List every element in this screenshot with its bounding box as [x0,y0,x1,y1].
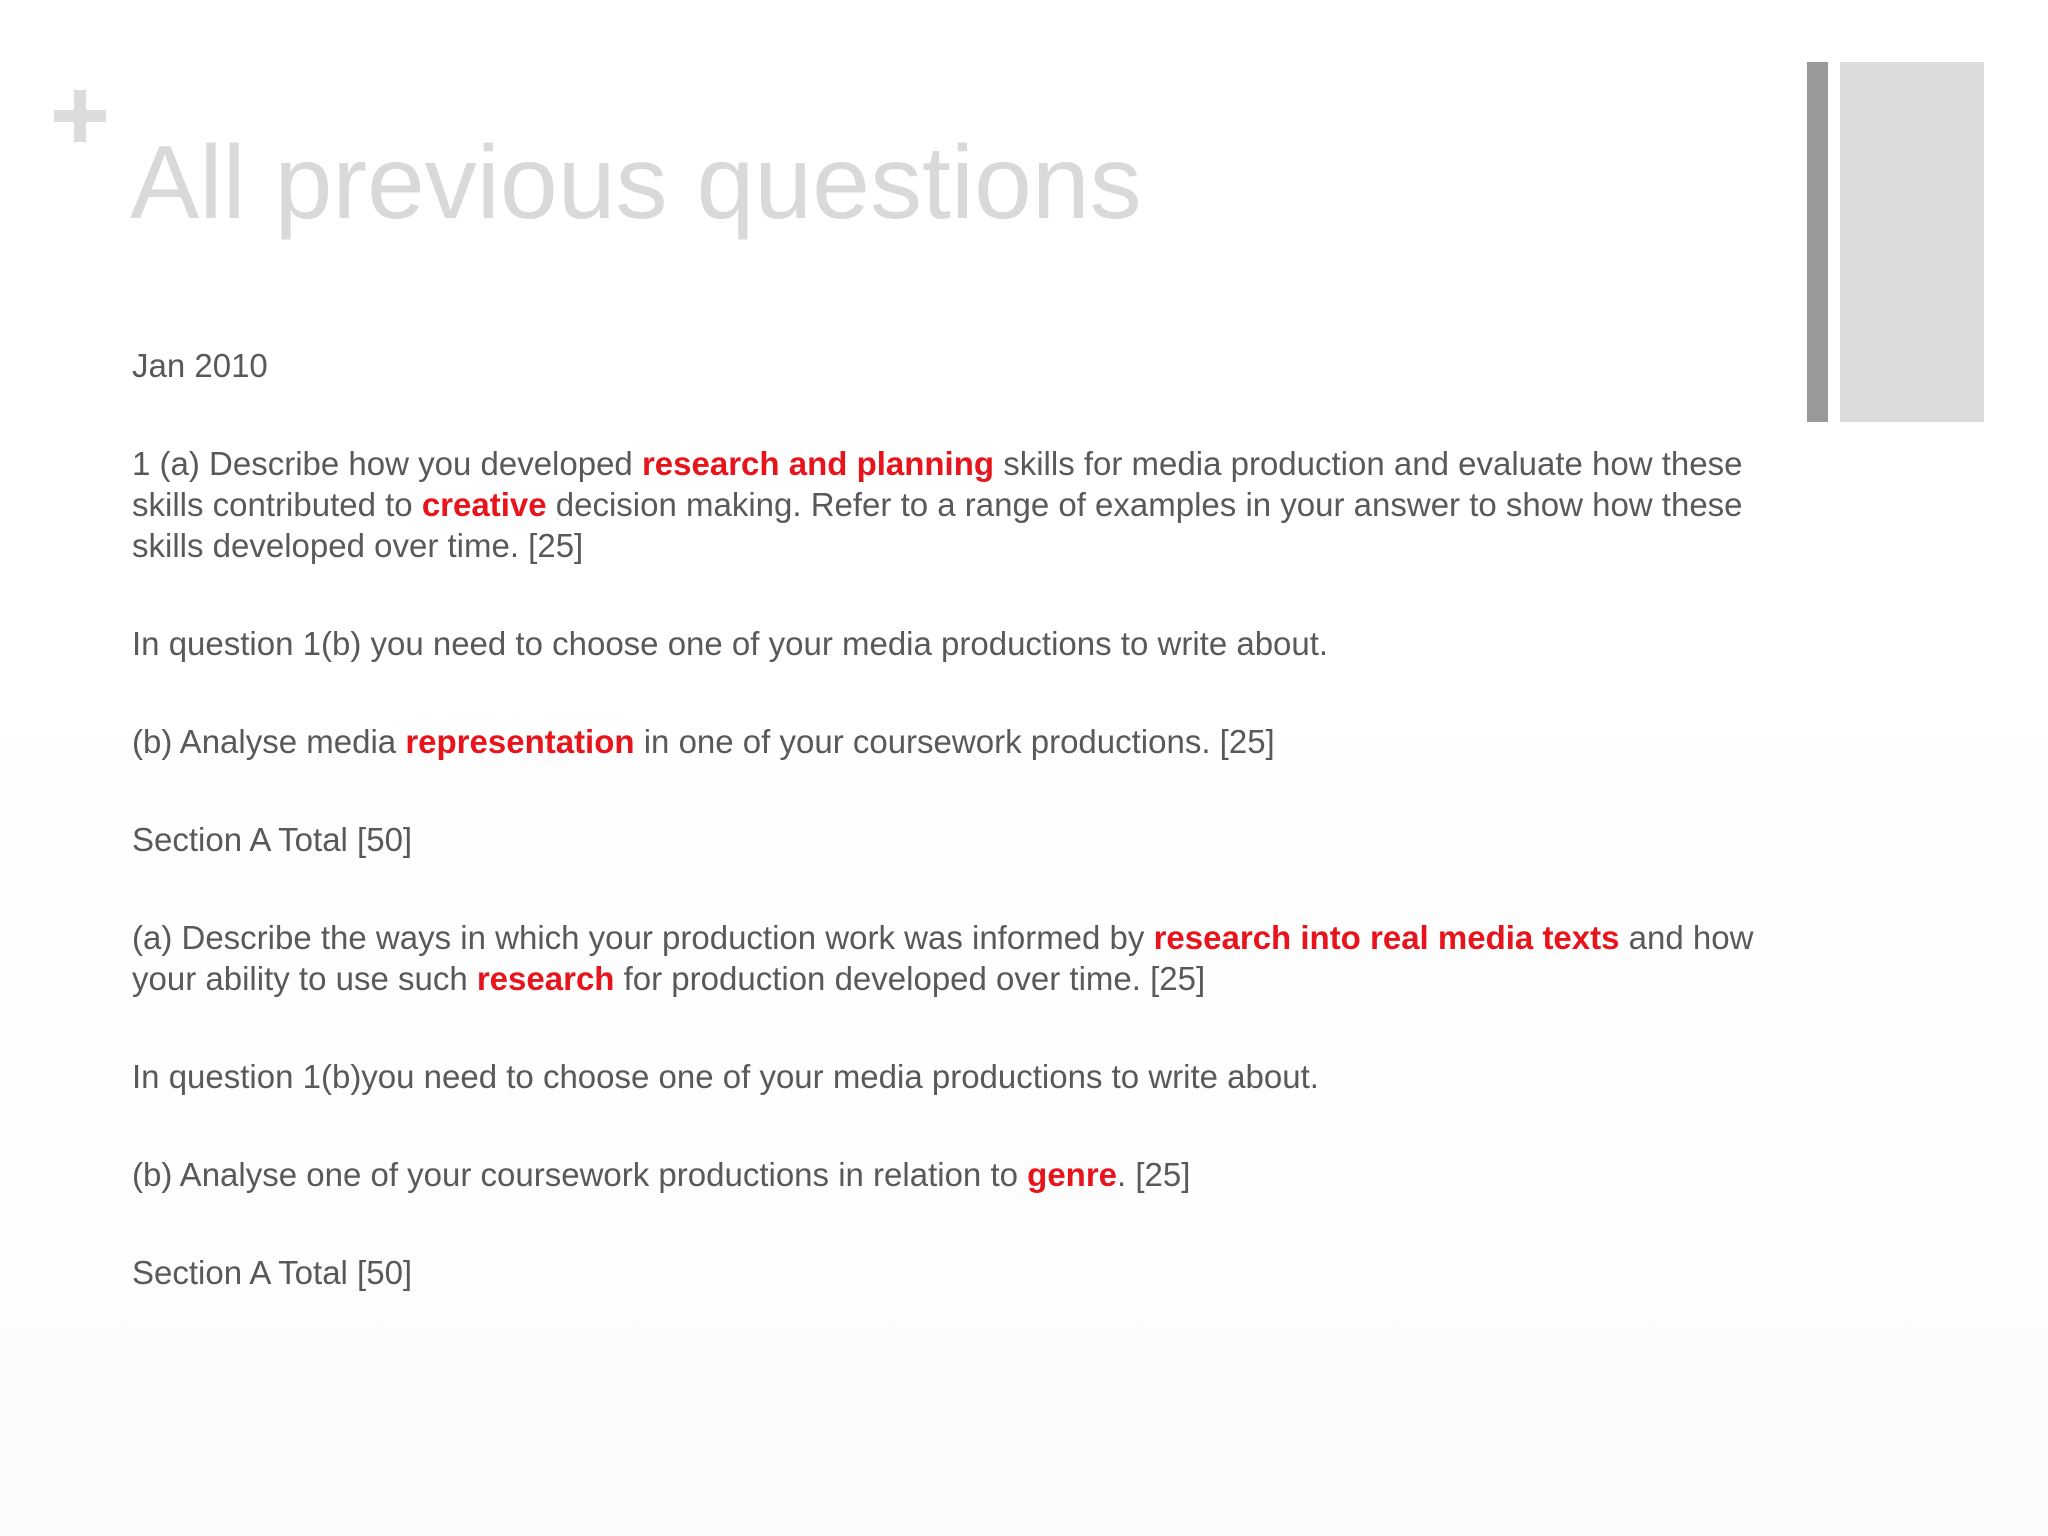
decorative-bar-light [1840,62,1984,422]
question-2a: (a) Describe the ways in which your production work was informed by research into real media texts and how your ability to use such research for production developed over time. [25] [132,919,1754,997]
section-total-1: Section A Total [50] [132,821,413,858]
note-1: In question 1(b) you need to choose one of your media productions to write about. [132,625,1329,662]
question-1a: 1 (a) Describe how you developed research and planning skills for media production and evaluate how these skills contributed to creative decision making. Refer to a range of examples in your answer to show how these skills developed over time. [25] [132,445,1743,564]
date-line: Jan 2010 [132,347,268,384]
section-total-2: Section A Total [50] [132,1254,413,1291]
plus-icon [54,90,106,142]
highlight-representation: representation [405,723,635,760]
highlight-research-planning: research and planning [641,445,995,482]
slide-content [132,345,1772,1293]
highlight-research: research [476,960,615,997]
highlight-creative: creative [421,486,547,523]
slide-title: All previous questions [130,125,1142,241]
question-2b: (b) Analyse one of your coursework productions in relation to genre. [25] [132,1156,1191,1193]
highlight-genre: genre [1027,1156,1118,1193]
highlight-research-real-media: research into real media texts [1153,919,1620,956]
question-1b: (b) Analyse media representation in one of your coursework productions. [25] [132,723,1275,760]
decorative-bar-dark [1807,62,1828,422]
note-2: In question 1(b)you need to choose one of your media productions to write about. [132,1058,1319,1095]
